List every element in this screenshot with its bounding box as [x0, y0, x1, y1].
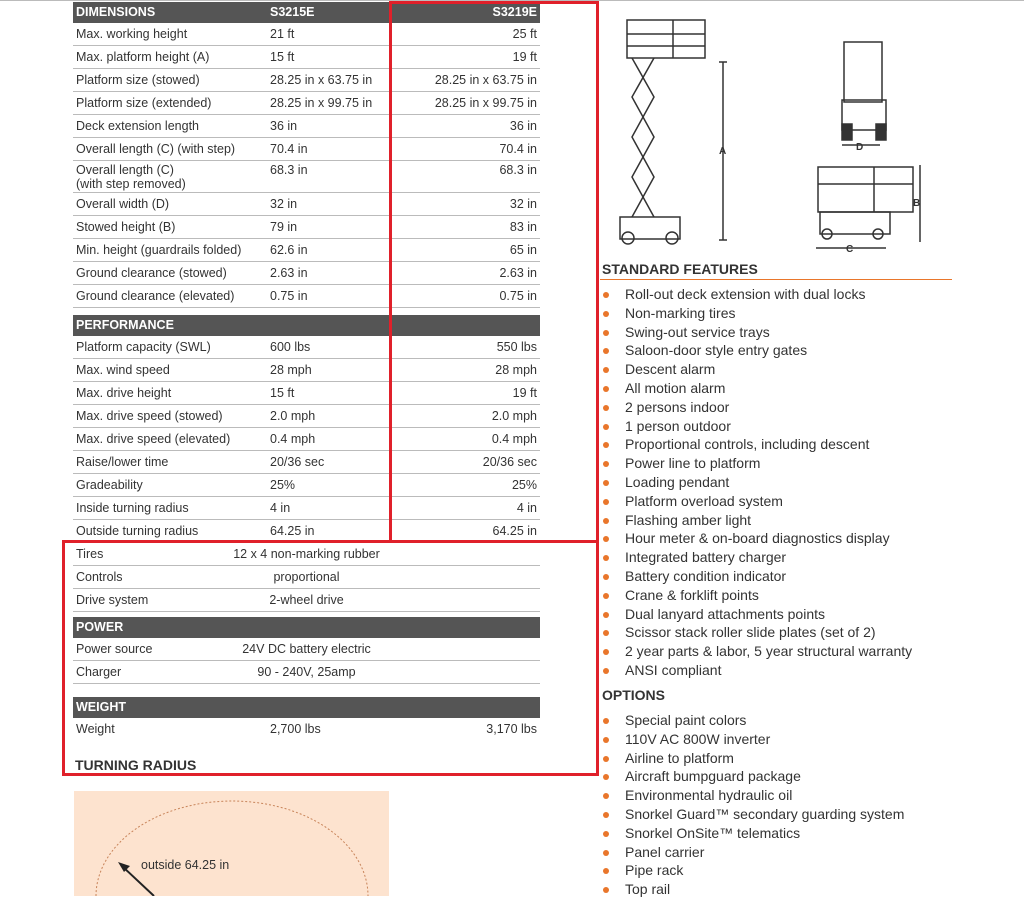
row-label: Max. wind speed: [76, 363, 170, 377]
row-label: Max. drive height: [76, 386, 172, 400]
row-label: Platform size (stowed): [76, 73, 200, 87]
value-s3219e: 4 in: [516, 501, 537, 515]
list-item: Descent alarm: [600, 360, 912, 379]
list-item: Snorkel Guard™ secondary guarding system: [600, 805, 904, 824]
value-s3219e: 20/36 sec: [482, 455, 537, 469]
list-item: Swing-out service trays: [600, 323, 912, 342]
options-list: [600, 711, 904, 899]
value-s3219e: 64.25 in: [492, 524, 537, 538]
header-col-s3219e: S3219E: [492, 5, 537, 19]
value-s3215e: 36 in: [270, 119, 298, 133]
row-label: Gradeability: [76, 478, 143, 492]
list-item: Airline to platform: [600, 749, 904, 768]
value-shared: proportional: [273, 570, 340, 584]
header-label: POWER: [76, 620, 124, 634]
label-a: A: [719, 146, 727, 157]
value-s3219e: 3,170 lbs: [486, 722, 537, 736]
row-label: Overall width (D): [76, 197, 170, 211]
list-item: Scissor stack roller slide plates (set of 2): [600, 623, 912, 642]
value-s3219e: 28 mph: [495, 363, 537, 377]
value-s3219e: 25 ft: [512, 27, 537, 41]
list-item: Battery condition indicator: [600, 567, 912, 586]
list-item: Hour meter & on-board diagnostics display: [600, 529, 912, 548]
value-s3219e: 32 in: [509, 197, 537, 211]
value-s3215e: 62.6 in: [270, 243, 308, 257]
value-shared: 12 x 4 non-marking rubber: [233, 547, 380, 561]
row-label: Max. working height: [76, 27, 188, 41]
value-s3219e: 0.75 in: [499, 289, 537, 303]
list-item: Flashing amber light: [600, 511, 912, 530]
list-item: ANSI compliant: [600, 661, 912, 680]
value-s3219e: 2.0 mph: [491, 409, 537, 423]
divider: [600, 279, 952, 280]
row-label: Charger: [76, 665, 122, 679]
row-label: Tires: [76, 547, 104, 561]
outside-radius-label: outside 64.25 in: [141, 858, 230, 872]
value-s3219e: 2.63 in: [499, 266, 537, 280]
value-s3215e: 20/36 sec: [270, 455, 325, 469]
value-shared: 90 - 240V, 25amp: [257, 665, 356, 679]
value-s3215e: 2,700 lbs: [270, 722, 321, 736]
row-label: Max. drive speed (stowed): [76, 409, 223, 423]
list-item: 2 year parts & labor, 5 year structural warranty: [600, 642, 912, 661]
value-s3219e: 19 ft: [512, 386, 537, 400]
value-s3215e: 68.3 in: [270, 163, 308, 177]
row-label: Outside turning radius: [76, 524, 199, 538]
value-s3215e: 64.25 in: [270, 524, 315, 538]
row-label: Inside turning radius: [76, 501, 189, 515]
value-s3219e: 36 in: [509, 119, 537, 133]
row-label: Raise/lower time: [76, 455, 169, 469]
value-s3219e: 28.25 in x 99.75 in: [434, 96, 537, 110]
value-shared: 24V DC battery electric: [242, 642, 371, 656]
value-s3215e: 28.25 in x 99.75 in: [270, 96, 373, 110]
value-s3215e: 25%: [270, 478, 296, 492]
header-label: DIMENSIONS: [76, 5, 156, 19]
value-s3219e: 550 lbs: [496, 340, 537, 354]
row-label: Platform size (extended): [76, 96, 212, 110]
annotation-box-shared-specs: [62, 540, 599, 776]
label-b: B: [913, 198, 921, 209]
row-label: Controls: [76, 570, 123, 584]
turning-radius-diagram: [74, 791, 389, 896]
row-label: Min. height (guardrails folded): [76, 243, 242, 257]
value-s3215e: 4 in: [270, 501, 291, 515]
label-c: C: [846, 244, 854, 255]
value-s3215e: 2.63 in: [270, 266, 308, 280]
value-s3219e: 70.4 in: [499, 142, 537, 156]
options-heading: OPTIONS: [602, 687, 666, 703]
list-item: 1 person outdoor: [600, 417, 912, 436]
row-label: Stowed height (B): [76, 220, 176, 234]
value-s3215e: 79 in: [270, 220, 298, 234]
machine-dimension-diagram: [610, 12, 930, 257]
row-label: Max. drive speed (elevated): [76, 432, 231, 446]
value-s3219e: 28.25 in x 63.75 in: [434, 73, 537, 87]
label-d: D: [856, 142, 864, 153]
standard-features-heading: STANDARD FEATURES: [602, 261, 758, 277]
list-item: Special paint colors: [600, 711, 904, 730]
list-item: Snorkel OnSite™ telematics: [600, 824, 904, 843]
header-col-s3215e: S3215E: [270, 5, 315, 19]
row-label: Weight: [76, 722, 115, 736]
list-item: Pipe rack: [600, 861, 904, 880]
list-item: Saloon-door style entry gates: [600, 341, 912, 360]
value-s3215e: 600 lbs: [270, 340, 311, 354]
list-item: Dual lanyard attachments points: [600, 605, 912, 624]
row-label: Overall length (C) (with step removed): [76, 163, 186, 191]
value-s3219e: 19 ft: [512, 50, 537, 64]
value-s3219e: 25%: [511, 478, 537, 492]
list-item: 110V AC 800W inverter: [600, 730, 904, 749]
list-item: Power line to platform: [600, 454, 912, 473]
value-s3215e: 15 ft: [270, 50, 295, 64]
header-label: WEIGHT: [76, 700, 126, 714]
annotation-box-s3219e: [389, 1, 599, 543]
list-item: Crane & forklift points: [600, 586, 912, 605]
row-label: Power source: [76, 642, 153, 656]
list-item: All motion alarm: [600, 379, 912, 398]
turning-radius-heading: TURNING RADIUS: [75, 757, 197, 773]
list-item: 2 persons indoor: [600, 398, 912, 417]
value-s3215e: 28.25 in x 63.75 in: [270, 73, 373, 87]
value-s3215e: 0.4 mph: [270, 432, 316, 446]
row-label: Overall length (C) (with step): [76, 142, 236, 156]
row-label: Drive system: [76, 593, 149, 607]
value-s3219e: 65 in: [509, 243, 537, 257]
row-label: Platform capacity (SWL): [76, 340, 211, 354]
list-item: Non-marking tires: [600, 304, 912, 323]
list-item: Roll-out deck extension with dual locks: [600, 285, 912, 304]
value-s3219e: 68.3 in: [499, 163, 537, 177]
value-s3215e: 32 in: [270, 197, 298, 211]
value-s3215e: 0.75 in: [270, 289, 308, 303]
value-s3219e: 0.4 mph: [491, 432, 537, 446]
list-item: Top rail: [600, 880, 904, 899]
value-s3215e: 15 ft: [270, 386, 295, 400]
row-label: Max. platform height (A): [76, 50, 210, 64]
value-s3215e: 2.0 mph: [270, 409, 316, 423]
list-item: Environmental hydraulic oil: [600, 786, 904, 805]
list-item: Platform overload system: [600, 492, 912, 511]
list-item: Proportional controls, including descent: [600, 435, 912, 454]
row-label: Ground clearance (stowed): [76, 266, 227, 280]
value-s3215e: 28 mph: [270, 363, 312, 377]
header-label: PERFORMANCE: [76, 318, 174, 332]
row-label: Deck extension length: [76, 119, 199, 133]
list-item: Panel carrier: [600, 843, 904, 862]
value-s3215e: 21 ft: [270, 27, 295, 41]
list-item: Integrated battery charger: [600, 548, 912, 567]
list-item: Aircraft bumpguard package: [600, 767, 904, 786]
value-s3215e: 70.4 in: [270, 142, 308, 156]
standard-features-list: [600, 285, 912, 680]
list-item: Loading pendant: [600, 473, 912, 492]
value-shared: 2-wheel drive: [269, 593, 344, 607]
value-s3219e: 83 in: [509, 220, 537, 234]
row-label: Ground clearance (elevated): [76, 289, 235, 303]
